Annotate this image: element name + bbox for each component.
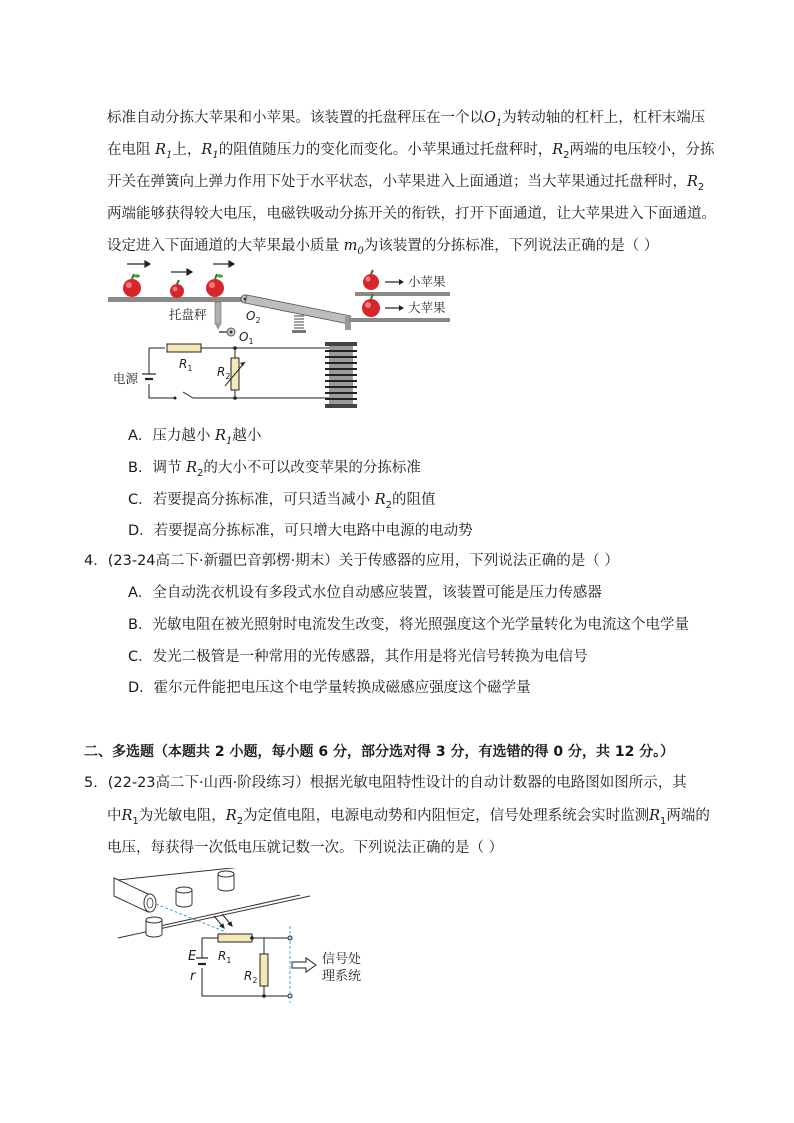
big-apple-label: 大苹果	[408, 300, 446, 315]
spring-icon	[292, 316, 306, 333]
object-icon	[146, 917, 162, 937]
tray-scale	[200, 297, 246, 302]
r1-label: $R_1$	[218, 949, 232, 965]
motion-arrows	[127, 261, 234, 275]
r1-label: $R_1$	[179, 357, 193, 373]
q3-option-c[interactable]: C．若要提高分拣标准，可只适当减小 $R_2$的阻值	[128, 492, 436, 511]
q4-option-b[interactable]: B．光敏电阻在被光照射时电流发生改变，将光照强度这个光学量转化为电流这个电学量	[128, 617, 689, 633]
auto-counter-diagram	[110, 868, 390, 1003]
object-icon	[176, 887, 192, 907]
small-apple-label: 小苹果	[408, 274, 446, 289]
apple-icon	[362, 294, 380, 317]
tray-scale-label: 托盘秤	[169, 307, 207, 322]
r2-label: $R_2$	[244, 969, 258, 985]
apple-icon	[206, 274, 224, 297]
apple-sorter-diagram	[105, 258, 465, 413]
o2-label: $O_2$	[246, 309, 261, 325]
q3-stem-line-4: 两端能够获得较大电压，电磁铁吸动分拣开关的衔铁，打开下面通道，让大苹果进入下面通道。	[107, 206, 716, 222]
q5-stem-line-2: 中$R_1$为光敏电阻，$R_2$为定值电阻，电源电动势和内阻恒定，信号处理系统会实时监测$R_1$两端的	[107, 808, 710, 827]
signal-label-line-2: 理系统	[322, 969, 362, 984]
object-icon	[218, 871, 234, 891]
apple-icon	[170, 280, 184, 298]
section-title: 二、多选题（本题共 2 小题，每小题 6 分，部分选对得 3 分，有选错的得 0 分，共 12 分。）	[84, 744, 675, 760]
apple-icon	[123, 274, 141, 297]
apple-icon	[363, 270, 379, 290]
electromagnet	[325, 342, 357, 408]
sorting-lever	[245, 295, 351, 324]
r1-photoresistor	[218, 934, 252, 942]
power-label: 电源	[113, 371, 139, 386]
q3-option-d[interactable]: D．若要提高分拣标准，可只增大电路中电源的电动势	[128, 523, 473, 539]
internal-resistance-label: r	[190, 969, 196, 984]
r2-label: $R_2$	[217, 365, 231, 381]
circuit	[149, 348, 337, 398]
q3-stem-line-5: 设定进入下面通道的大苹果最小质量 $m_0$为该装置的分拣标准，下列说法正确的是（ ）	[107, 238, 659, 257]
switch	[174, 397, 177, 400]
q5-stem-line-3: 电压，每获得一次低电压就记数一次。下列说法正确的是（ ）	[107, 840, 504, 856]
output-arrow-icon	[292, 958, 316, 972]
o1-label: $O_1$	[239, 330, 254, 346]
light-source-icon	[114, 878, 156, 912]
q4-option-a[interactable]: A．全自动洗衣机设有多段式水位自动感应装置，该装置可能是压力传感器	[128, 585, 602, 601]
conveyor-belt	[108, 297, 168, 302]
upper-channel	[355, 292, 450, 296]
r2-resistor	[260, 954, 268, 986]
q4-stem: 4．(23-24高二下·新疆巴音郭楞·期末）关于传感器的应用，下列说法正确的是（ ）	[84, 553, 619, 569]
q4-option-c[interactable]: C．发光二极管是一种常用的光传感器，其作用是将光信号转换为电信号	[128, 649, 588, 665]
emf-label: E	[188, 949, 197, 964]
q3-stem-line-3: 开关在弹簧向上弹力作用下处于水平状态，小苹果进入上面通道；当大苹果通过托盘秤时，$R_2$	[107, 174, 705, 193]
q3-option-a[interactable]: A．压力越小 $R_1$越小	[128, 428, 262, 447]
q4-option-d[interactable]: D．霍尔元件能把电压这个电学量转换成磁感应强度这个磁学量	[128, 680, 531, 696]
q3-stem-line-1: 标准自动分拣大苹果和小苹果。该装置的托盘秤压在一个以$O_1$为转动轴的杠杆上，杠杆末端压	[107, 110, 706, 129]
signal-label-line-1: 信号处	[322, 952, 362, 967]
q5-stem-line-1: 5．(22-23高二下·山西·阶段练习）根据光敏电阻特性设计的自动计数器的电路图如图所示，其	[84, 775, 687, 791]
q3-stem-line-2: 在电阻 $R_1$上，$R_1$的阻值随压力的变化而变化。小苹果通过托盘秤时，$R_2$两端的电压较小，分拣	[107, 142, 715, 161]
circuit	[202, 938, 290, 996]
q3-option-b[interactable]: B．调节 $R_2$的大小不可以改变苹果的分拣标准	[128, 460, 421, 479]
r1-resistor	[167, 344, 201, 352]
lower-channel	[349, 318, 450, 322]
